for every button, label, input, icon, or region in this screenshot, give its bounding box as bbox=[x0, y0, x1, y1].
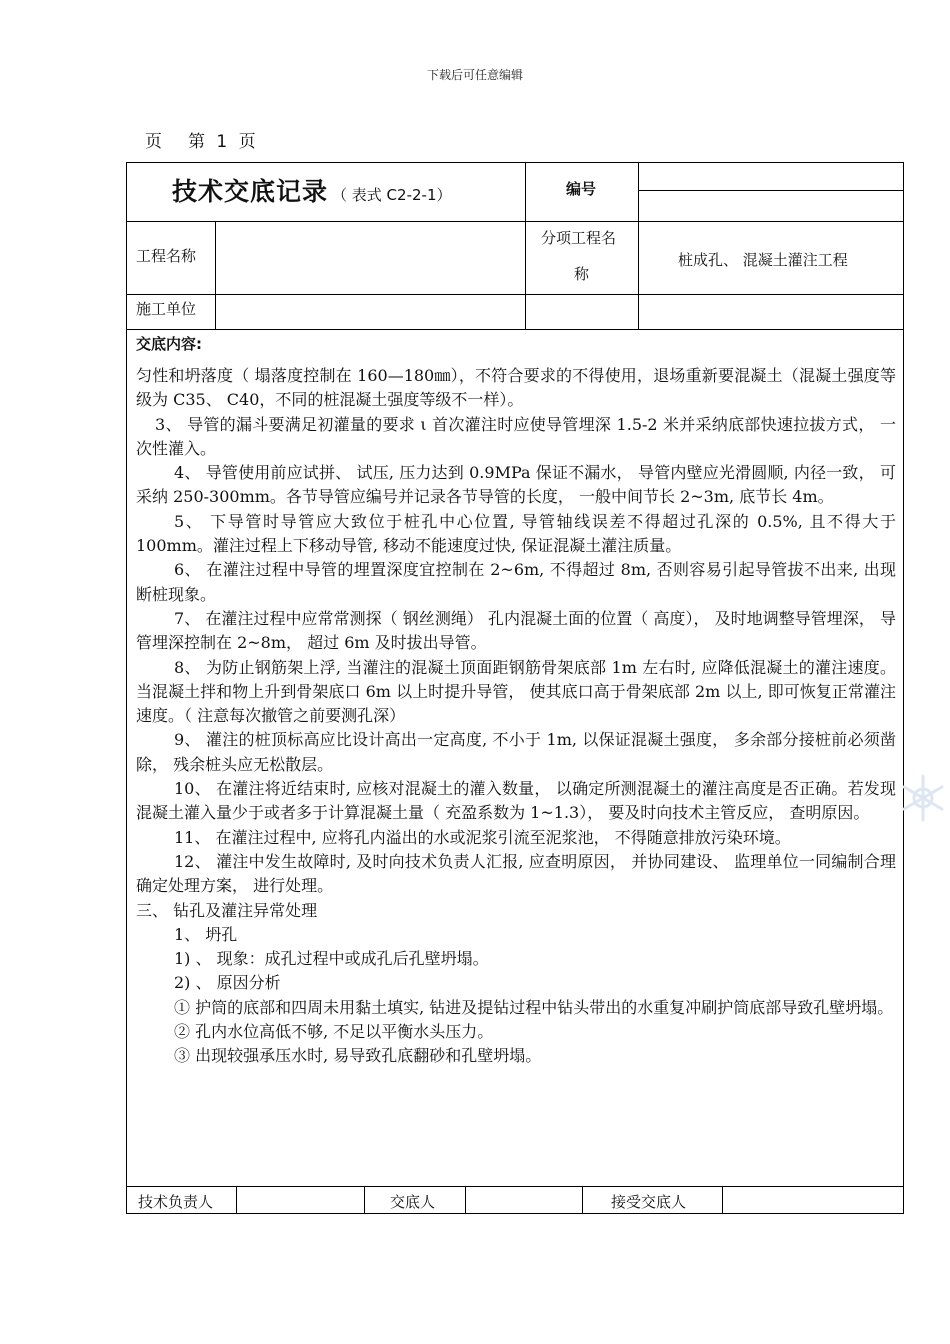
col-divider-mid bbox=[525, 162, 526, 329]
content-paragraph: 8、 为防止钢筋架上浮, 当灌注的混凝土顶面距钢筋骨架底部 1m 左右时, 应降低混凝土的灌注速度。当混凝土拌和物上升到骨架底口 6m 以上时提升导管， 使其底口高于骨架底部 2m 以上, 即可恢复正常灌注速度。（ 注意每次撤管之前要测孔深） bbox=[136, 657, 896, 726]
number-row-divider bbox=[638, 190, 904, 191]
footer-col-5 bbox=[722, 1186, 723, 1214]
col-divider-right bbox=[638, 162, 639, 329]
disclosure-content bbox=[136, 364, 896, 1069]
footer-divider bbox=[126, 1186, 904, 1187]
content-paragraph: ② 孔内水位高低不够, 不足以平衡水头压力。 bbox=[174, 1022, 494, 1042]
content-paragraph: 1) 、 现象：成孔过程中或成孔后孔壁坍塌。 bbox=[174, 949, 489, 969]
page-label-left: 页 bbox=[145, 132, 162, 152]
row-divider-3 bbox=[126, 329, 904, 330]
content-paragraph: 4、 导管使用前应试拼、 试压, 压力达到 0.9MPa 保证不漏水， 导管内壁应光滑圆顺, 内径一致， 可采纳 250-300mm。各节导管应编号并记录各节导管的长度， 一般中间节长 2~3m, 底节长 4m。 bbox=[136, 463, 896, 507]
content-paragraph: 5、 下导管时导管应大致位于桩孔中心位置, 导管轴线误差不得超过孔深的 0.5%, 且不得大于 100mm。灌注过程上下移动导管, 移动不能速度过快, 保证混凝土灌注质量。 bbox=[136, 511, 896, 556]
snowflake-watermark-icon bbox=[898, 770, 948, 826]
footer-col-2 bbox=[364, 1186, 365, 1214]
content-paragraph: 7、 在灌注过程中应常常测探（ 钢丝测绳） 孔内混凝土面的位置（ 高度）， 及时地调整导管埋深， 导管埋深控制在 2~8m， 超过 6m 及时拔出导管。 bbox=[136, 608, 896, 653]
content-paragraph: 12、 灌注中发生故障时, 及时向技术负责人汇报, 应查明原因， 并协同建设、 监理单位一同编制合理确定处理方案， 进行处理。 bbox=[136, 851, 896, 896]
content-paragraph: 10、 在灌注将近结束时, 应核对混凝土的灌入数量， 以确定所测混凝土的灌注高度是否正确。若发现混凝土灌入量少于或者多于计算混凝土量（ 充盈系数为 1~1.3）， 要及时向技术主管反应， 查明原因。 bbox=[136, 779, 896, 823]
footer-col-1 bbox=[236, 1186, 237, 1214]
content-paragraph: 6、 在灌注过程中导管的埋置深度宜控制在 2~6m, 不得超过 8m, 否则容易引起导管拔不出来, 出现断桩现象。 bbox=[136, 560, 896, 604]
construction-unit-label: 施工单位 bbox=[136, 300, 197, 318]
discloser-label: 交底人 bbox=[390, 1193, 436, 1211]
col-divider-left bbox=[215, 221, 216, 329]
footer-col-4 bbox=[582, 1186, 583, 1214]
page-label-right: 第 1 页 bbox=[188, 132, 256, 152]
content-paragraph: ① 护筒的底部和四周未用黏土填实, 钻进及提钻过程中钻头带出的水重复冲刷护筒底部导致孔壁坍塌。 bbox=[174, 997, 894, 1017]
content-paragraph: 9、 灌注的桩顶标高应比设计高出一定高度, 不小于 1m, 以保证混凝土强度， 多余部分接桩前必须凿除， 残余桩头应无松散层。 bbox=[136, 730, 896, 774]
content-paragraph: ③ 出现较强承压水时, 易导致孔底翻砂和孔壁坍塌。 bbox=[174, 1046, 542, 1066]
row-divider-1 bbox=[126, 221, 904, 222]
tech-lead-label: 技术负责人 bbox=[138, 1193, 214, 1211]
form-subtitle: （ 表式 C2-2-1） bbox=[332, 186, 452, 204]
sub-item-label-line1: 分项工程名 bbox=[541, 229, 617, 247]
footer-col-3 bbox=[465, 1186, 466, 1214]
header-note: 下载后可任意编辑 bbox=[426, 68, 523, 82]
content-paragraph: 2) 、 原因分析 bbox=[174, 973, 281, 993]
number-label: 编号 bbox=[566, 180, 597, 198]
content-paragraph: 三、 钻孔及灌注异常处理 bbox=[136, 900, 318, 920]
form-title bbox=[172, 172, 451, 208]
sub-item-label-line2: 称 bbox=[574, 265, 590, 283]
page-number bbox=[145, 127, 256, 152]
content-label: 交底内容: bbox=[136, 335, 202, 353]
content-paragraph: 匀性和坍落度（ 塌落度控制在 160—180㎜），不符合要求的不得使用，退场重新要混凝土（混凝土强度等级为 C35、 C40，不同的桩混凝土强度等级不一样）。 bbox=[136, 366, 896, 410]
content-paragraph: 1、 坍孔 bbox=[174, 924, 238, 944]
row-divider-2 bbox=[126, 294, 904, 295]
form-title-main: 技术交底记录 bbox=[172, 177, 329, 206]
receiver-label: 接受交底人 bbox=[611, 1193, 687, 1211]
project-name-label: 工程名称 bbox=[136, 247, 197, 265]
content-paragraph: 3、 导管的漏斗要满足初灌量的要求 ι 首次灌注时应使导管埋深 1.5-2 米并采纳底部快速拉拔方式， 一次性灌入。 bbox=[136, 414, 896, 458]
content-paragraph: 11、 在灌注过程中, 应将孔内溢出的水或泥浆引流至泥浆池， 不得随意排放污染环境。 bbox=[174, 827, 791, 847]
sub-item-value: 桩成孔、 混凝土灌注工程 bbox=[678, 251, 848, 269]
